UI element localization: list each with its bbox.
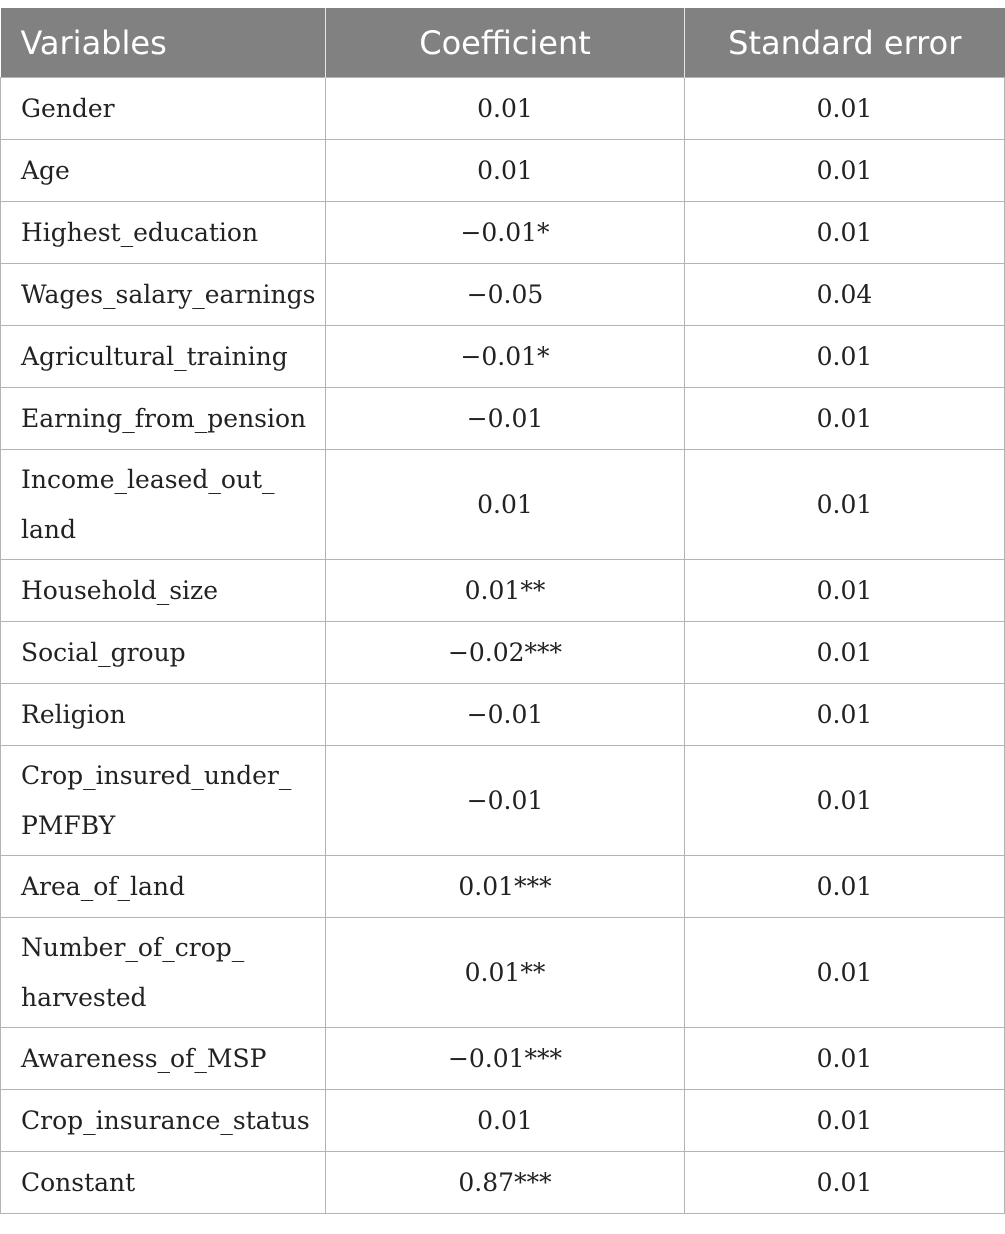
table-row <box>1 202 1005 264</box>
variable-cell: Crop_insurance_status <box>1 1090 326 1152</box>
coefficient-cell: 0.01*** <box>326 856 685 918</box>
table-row <box>1 264 1005 326</box>
table-row <box>1 450 1005 560</box>
header-variables: Variables <box>1 8 326 78</box>
table-row <box>1 746 1005 856</box>
standard-error-cell: 0.01 <box>685 388 1005 450</box>
coefficient-cell: 0.01** <box>326 560 685 622</box>
regression-table <box>0 8 1005 1214</box>
table-row <box>1 1152 1005 1214</box>
variable-cell: Household_size <box>1 560 326 622</box>
coefficient-cell: −0.02*** <box>326 622 685 684</box>
table-row <box>1 388 1005 450</box>
variable-cell: Agricultural_training <box>1 326 326 388</box>
coefficient-cell: −0.01 <box>326 388 685 450</box>
table-row <box>1 684 1005 746</box>
coefficient-cell: 0.01 <box>326 1090 685 1152</box>
variable-cell: Income_leased_out_ land <box>1 450 326 560</box>
variable-cell: Area_of_land <box>1 856 326 918</box>
standard-error-cell: 0.01 <box>685 918 1005 1028</box>
standard-error-cell: 0.01 <box>685 560 1005 622</box>
standard-error-cell: 0.01 <box>685 202 1005 264</box>
table-row <box>1 78 1005 140</box>
coefficient-cell: −0.05 <box>326 264 685 326</box>
table-row <box>1 1028 1005 1090</box>
standard-error-cell: 0.01 <box>685 78 1005 140</box>
coefficient-cell: 0.01 <box>326 78 685 140</box>
coefficient-cell: −0.01 <box>326 684 685 746</box>
table-row <box>1 622 1005 684</box>
table-row <box>1 560 1005 622</box>
standard-error-cell: 0.01 <box>685 450 1005 560</box>
variable-cell: Awareness_of_MSP <box>1 1028 326 1090</box>
standard-error-cell: 0.01 <box>685 856 1005 918</box>
coefficient-cell: 0.87*** <box>326 1152 685 1214</box>
variable-cell: Crop_insured_under_ PMFBY <box>1 746 326 856</box>
header-row <box>1 8 1005 78</box>
variable-cell: Age <box>1 140 326 202</box>
standard-error-cell: 0.04 <box>685 264 1005 326</box>
variable-cell: Highest_education <box>1 202 326 264</box>
coefficient-cell: 0.01** <box>326 918 685 1028</box>
standard-error-cell: 0.01 <box>685 1152 1005 1214</box>
variable-cell: Religion <box>1 684 326 746</box>
standard-error-cell: 0.01 <box>685 326 1005 388</box>
variable-cell: Wages_salary_earnings <box>1 264 326 326</box>
standard-error-cell: 0.01 <box>685 1090 1005 1152</box>
standard-error-cell: 0.01 <box>685 684 1005 746</box>
table-row <box>1 326 1005 388</box>
table-row <box>1 140 1005 202</box>
table-row <box>1 856 1005 918</box>
coefficient-cell: 0.01 <box>326 450 685 560</box>
standard-error-cell: 0.01 <box>685 140 1005 202</box>
table-row <box>1 918 1005 1028</box>
coefficient-cell: −0.01* <box>326 326 685 388</box>
standard-error-cell: 0.01 <box>685 746 1005 856</box>
variable-cell: Number_of_crop_ harvested <box>1 918 326 1028</box>
coefficient-cell: −0.01*** <box>326 1028 685 1090</box>
variable-cell: Gender <box>1 78 326 140</box>
table-row <box>1 1090 1005 1152</box>
table-header <box>1 8 1005 78</box>
coefficient-cell: −0.01 <box>326 746 685 856</box>
coefficient-cell: 0.01 <box>326 140 685 202</box>
header-standard-error: Standard error <box>685 8 1005 78</box>
header-coefficient: Coefficient <box>326 8 685 78</box>
standard-error-cell: 0.01 <box>685 622 1005 684</box>
variable-cell: Social_group <box>1 622 326 684</box>
variable-cell: Earning_from_pension <box>1 388 326 450</box>
variable-cell: Constant <box>1 1152 326 1214</box>
table-body <box>1 78 1005 1214</box>
coefficient-cell: −0.01* <box>326 202 685 264</box>
standard-error-cell: 0.01 <box>685 1028 1005 1090</box>
